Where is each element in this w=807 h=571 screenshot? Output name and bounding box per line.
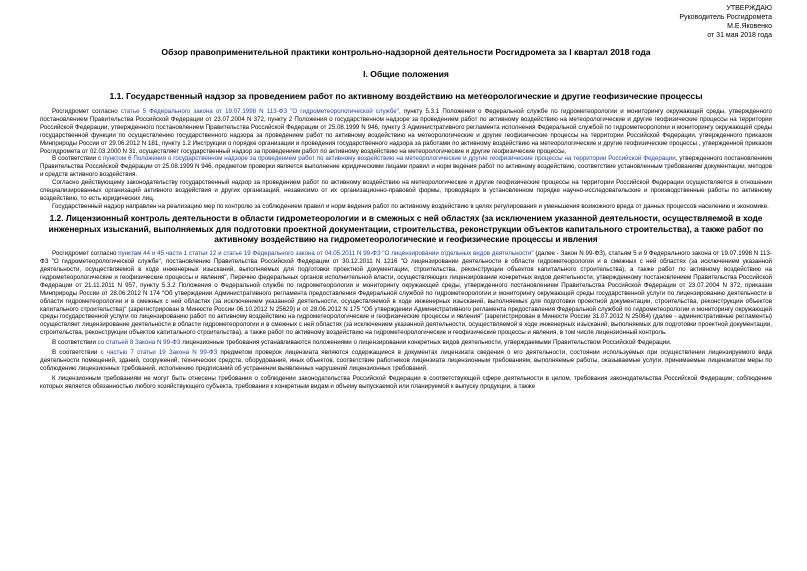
law-link-99fz[interactable]: пунктам 44 и 45 части 1 статьи 12 и статье 19 Федерального закона от 04.05.2011 N 99-ФЗ "О лицензировании отдельных видов деятельности" bbox=[118, 250, 534, 258]
paragraph-6-lead: В соответствии bbox=[52, 339, 98, 347]
approval-name: М.Е.Яковенко bbox=[727, 23, 772, 30]
paragraph-1-body: , пункту 5.3.1 Положения о Федеральной службе по гидрометеорологии и мониторингу окружающей среды, утвержденного постановлением Правительства Российской Федерации от 23.07.2004 N 372, пункту 2 Положения о государственном надзоре за проведением работ по активному воздействию на метеорологические и другие геофизические процессы на территории Российской Федерации, утвержденного постановлением Правительства Российской Федерации от 25.08.1999 N 946, пункту 3 Административного регламента исполнения Федеральной службой по гидрометеорологии и мониторингу окружающей среды государственной функции по осуществлению государственного надзора за проведением работ по активному воздействию на метеорологические и другие геофизические процессы на территории Российской Федерации, утвержденного приказом Минприроды России от 29.06.2012 N 181, пункту 1.2 Инструкции о порядке организации и проведения государственного надзора за работами по активному воздействию на метеорологические и другие геофизические процессы , утвержденной приказом Росгидромета от 02.03.2000 N 31, осуществляет государственный надзор за проведением работ по активному воздействию на метеорологические и другие геофизические процессы. bbox=[40, 108, 772, 155]
law-link-article-19[interactable]: с частью 7 статьи 19 Закона N 99-ФЗ bbox=[100, 349, 218, 357]
paragraph-5-lead: Росгидромет согласно bbox=[52, 250, 119, 258]
paragraph-5-body: (далее - Закон N 99-ФЗ), статьям 5 и 9 Федерального закона от 19.07.1998 N 113-ФЗ "О гидрометеорологической службе", постановлению Правительства Российской Федерации от 30.12.2011 N 1216 "О лицензировании деятельности в области гидрометеорологии и в смежных с ней областях (за исключением указанной деятельности, осуществляемой в ходе инженерных изысканий, выполняемых для подготовки проектной документации, строительства, реконструкции объектов капитального строительства), а также работ по активному воздействию на гидрометеорологические и геофизические процессы и явления", Перечню федеральных органов исполнительной власти, осуществляющих лицензирование конкретных видов деятельности, утвержденному постановлением Правительства Российской Федерации от 21.11.2011 N 957, пункту 5.3.2 Положения о Федеральной службе по гидрометеорологии и мониторингу окружающей среды, утвержденного постановлением Правительства Российской Федерации от 23.07.2004 N 372, приказам Минприроды России от 28.06.2012 N 174 "Об утверждении Административного регламента предоставления Федеральной службой по гидрометеорологии и мониторингу окружающей среды государственной услуги по лицензированию деятельности в области гидрометеорологии и в смежных с ней областях (за исключением указанной деятельности, осуществляемой в ходе инженерных изысканий, выполняемых для подготовки проектной документации, строительства, реконструкции объектов капитального строительства)" (зарегистрирован в Минюсте России 06.10.2012 N 25629) и от 28.06.2012 N 175 "Об утверждении Административного регламента предоставления Федеральной службой по гидрометеорологии и мониторингу окружающей среды государственной услуги по лицензированию работ по активному воздействию на гидрометеорологические и геофизические процессы и явления" (зарегистрирован в Минюсте России 31.07.2012 N 25064) (далее - административные регламенты) осуществляет лицензирование деятельности в области гидрометеорологии и в смежных с ней областях (за исключением указанной деятельности, осуществляемой в ходе инженерных изысканий, выполняемых для подготовки проектной документации, строительства, реконструкции объектов капитального строительства), а также работ по активному воздействию на гидрометеорологические и геофизические процессы и явления, в том числе лицензионный контроль. bbox=[40, 250, 772, 337]
paragraph-2-lead: В соответствии с bbox=[52, 155, 104, 163]
section-title: I. Общие положения bbox=[363, 69, 449, 79]
paragraph-6 bbox=[40, 339, 772, 347]
subsection-title-1-1: 1.1. Государственный надзор за проведением работ по активному воздействию на метеорологические и другие геофизические процессы bbox=[109, 91, 703, 101]
law-link-article-8[interactable]: со статьей 8 Закона N 99-ФЗ bbox=[97, 339, 181, 347]
paragraph-5 bbox=[40, 250, 772, 337]
paragraph-2 bbox=[40, 155, 772, 179]
approval-date: от 31 мая 2018 года bbox=[707, 32, 772, 39]
subsection-title-1-2: 1.2. Лицензионный контроль деятельности в области гидрометеорологии и в смежных с ней областях (за исключением указанной деятельности, осуществляемой в ходе инженерных изысканий, выполняемых для подготовки проектной документации, строительства, реконструкции объектов капитального строительства), а также работ по активному воздействию на гидрометеорологические и геофизические процессы и явления bbox=[48, 212, 764, 245]
paragraph-7-body: предметом проверок лицензиата являются содержащиеся в документах лицензиата сведения о его деятельности, состоянии используемых при осуществлении лицензируемого вида деятельности помещений, зданий, сооружений, технических средств, оборудования, иных объектов, соответствие работников лицензиата лицензионным требованиям, выполняемые работы, оказываемые услуги, принимаемые лицензиатом меры по соблюдению лицензионных требований, исполнению предписаний об устранении выявленных нарушений лицензионных требований. bbox=[40, 349, 772, 372]
paragraph-8: К лицензионным требованиям не могут быть отнесены требования о соблюдении законодательства Российской Федерации в соответствующей сфере деятельности в целом, требования законодательства Российской Федерации, соблюдение которых является обязанностью любого хозяйствующего субъекта, требования к конкретным видам и объему выпускаемой или планируемой к выпуску продукции, а также bbox=[40, 374, 772, 390]
paragraph-6-body: лицензионные требования устанавливаются положениями о лицензировании конкретных видов деятельности, утверждаемыми Правительством Российской Федерации. bbox=[180, 339, 672, 347]
paragraph-7 bbox=[40, 349, 772, 373]
paragraph-1-lead: Росгидромет согласно bbox=[52, 108, 121, 115]
paragraph-4: Государственный надзор направлен на реализацию мер по контролю за соблюдением правил и норм ведения работ по активному воздействию в целях регулирования и уменьшения возможного вреда от данных процессов населению и экономике. bbox=[52, 202, 769, 210]
approval-block bbox=[40, 4, 772, 40]
regulation-link-946[interactable]: пунктом 6 Положения о государственном надзоре за проведением работ по активному воздействию на метеорологические и другие геофизические процессы на территории Российской Федерации bbox=[103, 155, 676, 163]
document-title: Обзор правоприменительной практики контрольно-надзорной деятельности Росгидромета за I квартал 2018 года bbox=[161, 47, 651, 57]
paragraph-3: Согласно действующему законодательству государственный надзор за проведением работ по активному воздействию на метеорологические и другие геофизические процессы на территории Российской Федерации осуществляется в отношении специализированных организаций активного воздействия и других организаций, независимо от их организационно-правовой формы, проводящих в установленном порядке научно-исследовательские и производственные работы по активному воздействию, то есть юридических лиц. bbox=[40, 179, 772, 202]
approval-position: Руководитель Росгидромета bbox=[679, 14, 772, 21]
paragraph-7-lead: В соответствии bbox=[52, 349, 101, 357]
paragraph-2-body: , утвержденного постановлением Правительства Российской Федерации от 25.08.1999 N 946, предметом проверки является выполнение юридическими лицами правил и норм ведения работ по активному воздействию, соответствие установленным требованиям документации, методов и средств активного воздействия. bbox=[40, 155, 772, 179]
paragraph-1 bbox=[40, 108, 772, 155]
law-link-113fz[interactable]: статье 5 Федерального закона от 19.07.1998 N 113-ФЗ "О гидрометеорологической службе" bbox=[120, 108, 399, 115]
approval-header: УТВЕРЖДАЮ bbox=[726, 5, 772, 12]
